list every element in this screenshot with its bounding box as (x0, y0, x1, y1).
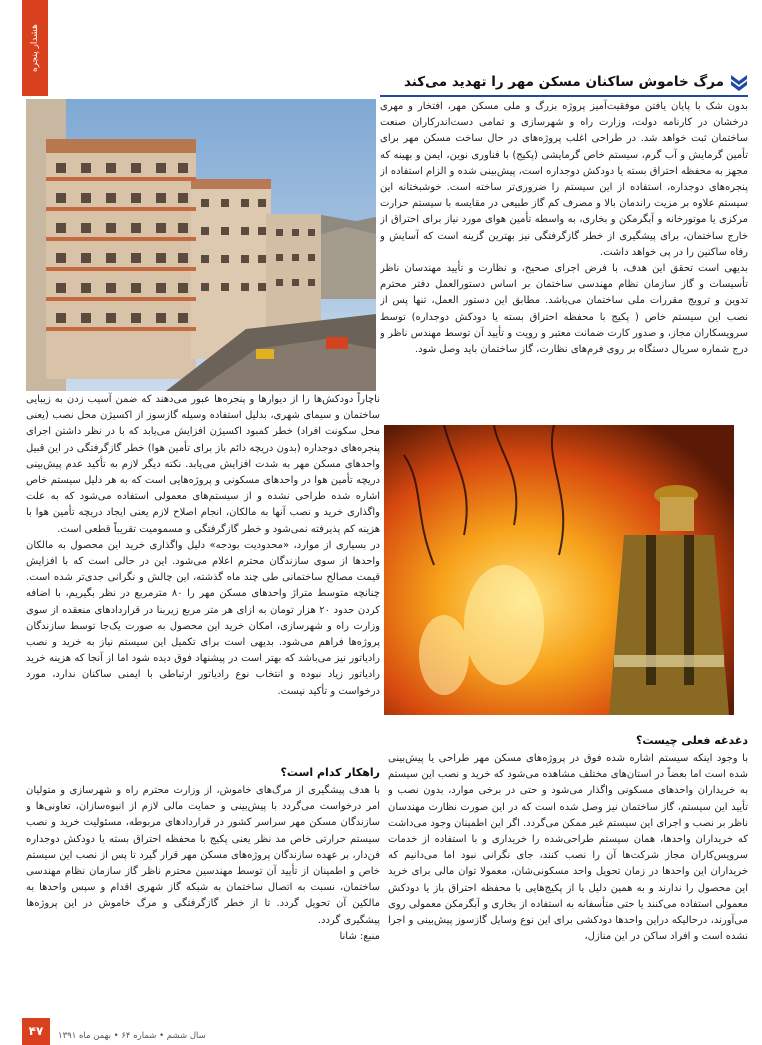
apartment-buildings-photo (26, 99, 376, 391)
headline-text: مرگ خاموش ساکنان مسکن مهر را تهدید می‌کند (403, 74, 724, 90)
intro-paragraph-2: بدیهی است تحقق این هدف، با فرض اجرای صحیح، و نظارت و تأیید مهندسان ناظر تأسیسات و گاز سازمان نظام مهندسی ساختمان بر اساس دستورالعمل دفتر محترم تدوین و ترویج مقررات ملی ساختمان می‌باشد. مطابق این دستور العمل، تنها پس از نصب این سیستم خاص ( پکیج با محفظه احتراق بسته یا دودکش دوجداره) توسط سرویسکاران مجاز، و صدور کارت ضمانت معتبر و رویت و تأیید آن توسط مهندس ناظر و درج شماره سریال دستگاه بر روی فرم‌های نظارت، گاز ساختمان باید وصل شود. (380, 263, 748, 356)
intro-paragraph-1: بدون شک با پایان یافتن موفقیت‌آمیز پروژه بزرگ و ملی مسکن مهر، افتخار و مهری درخشان در کارنامه دولت، وزارت راه و شهرسازی و تمامی دست‌اندرکاران صنعت ساختمان ثبت خواهد شد. در طراحی اغلب پروژه‌های در حال ساخت مسکن مهر برای تأمین گرمایش و آب گرم، سیستم خاص گرمایشی (پکیج) با فناوری نوین، ایمن و بهینه که مجهز به محفظه احتراق بسته یا دودکش دوجداره است، پیش‌بینی شده و الزام استفاده از پنجره‌های دوجداره، استفاده از این سیستم را ضروری‌تر ساخته است. خوشبختانه این سیستم علاوه بر مزیت راندمان بالا و مصرف کم گاز طبیعی در مقایسه با سیستم حرارت مرکزی یا موتورخانه و آبگرمکن و بخاری، به واسطه تأمین هوای مورد نیاز برای احتراق از خارج ساختمان، برای پیشگیری از خطر گازگرفتگی نیز بهترین گزینه است که آسایش و رفاه ساکنین را در پی خواهد داشت. (380, 101, 748, 258)
section-tab (22, 0, 48, 96)
article-headline (368, 70, 748, 94)
section-tab-label: هشدار پنجره (30, 24, 40, 72)
continuation-paragraph-1: ناچاراً دودکش‌ها را از دیوارها و پنجره‌ها عبور می‌دهند که ضمن آسیب زدن به زیبایی ساختمان و سیمای شهری، بدلیل استفاده وسیله گازسوز از اکسیژن محل نصب (یعنی محل سکونت افراد) خطر کمبود اکسیژن افزایش می‌یابد که با در نظر داشتن اجرای پنجره‌های دوجداره (بدون دریچه دائم باز برای تأمین هوا) خطر گازگرفتگی در این قبیل واحدهای مسکن مهر به شدت افزایش می‌یابد. نکته دیگر لازم به تأکید عدم پیش‌بینی دریچه تأمین هوا در واحدهای مسکونی و پروژه‌هایی است که به هر دلیل سیستم خاص اشاره شده طراحی نشده و از سیستم‌های معمولی استفاده می‌شود که به علت واگذاری خرید و نصب آنها به مالکان، انجام اصلاح لازم یعنی ایجاد دریچه تأمین هوا با هزینه کم پذیرفته نمی‌شود و خطر گازگرفتگی و مسمومیت تقریباً قطعی است. (26, 394, 380, 535)
solution-section (26, 765, 380, 960)
issue-info: سال ششم • شماره ۶۴ • بهمن ماه ۱۳۹۱ (58, 1031, 206, 1041)
chevron-down-icon (730, 73, 748, 91)
current-concern-section (388, 733, 748, 997)
current-concern-paragraph: با وجود اینکه سیستم اشاره شده فوق در پروژه‌های مسکن مهر طراحی یا پیش‌بینی شده است اما بعضاً در استان‌های مختلف مشاهده می‌شود که خرید و نصب این سیستم به خریداران واحدهای مسکونی واگذار می‌شود و حتی در برخی موارد، بدون نصب و تأیید این سیستم، گاز ساختمان نیز وصل شده است که در این صورت نظارت مهندسان ناظر بر نصب و اجرای این سیستم غیر ممکن می‌گردد. اگر این اطمینان وجود می‌داشت که خریداران واحدها، همان سیستم طراحی‌شده را خریداری و با استفاده از خدمات سرویس‌کاران مجاز شرکت‌ها آن را نصب کنند، جای نگرانی نبود اما می‌دانیم که خریداران این واحدها در زمان تحویل واحد مسکونی‌شان، معمولا توان مالی برای خرید این محصول را ندارند و به همین دلیل یا از پکیج‌هایی با محفظه احتراق باز یا دودکش معمولی استفاده می‌کنند یا حتی متأسفانه به استفاده از بخاری و آبگرمکن معمولی روی می‌آورند، درحالیکه دراین واحدها دودکشی برای این نوع وسایل گازسوز پیش‌بینی و اجرا نشده است و افراد ساکن در این منازل، (388, 753, 748, 943)
page-number: ۴۷ (22, 1018, 50, 1045)
intro-text-column (380, 99, 748, 419)
continuation-paragraph-2: در بسیاری از موارد، «محدودیت بودجه» دلیل واگذاری خرید این محصول به مالکان واحدها از سوی سازندگان محترم اعلام می‌شود. این در حالی است که با افزایش قیمت مصالح ساختمانی طی چند ماه گذشته، این چالش و نگرانی جدی‌تر شده است. چنانچه متوسط متراژ واحدهای مسکن مهر را ۸۰ مترمربع در نظر بگیریم، با اضافه کردن حدود ۲۰ هزار تومان به ازای هر متر مربع زیربنا در قراردادهای منعقده از سوی وزارت راه و شهرسازی، امکان خرید این محصول به صورت یک‌جا توسط سازندگان پروژه‌ها فراهم می‌شود. بدیهی است برای تکمیل این سیستم نیاز به خرید و نصب رادیاتور نیز می‌باشد که بهتر است در پیشنهاد فوق دیده شود اما از آنجا که هزینه خرید رادیاتور زیاد نبوده و انتخاب نوع رادیاتور ارتباطی با ایمنی ساکنان ندارد، مورد درخواست و تأکید نیست. (26, 539, 380, 697)
continuation-text-column (26, 392, 380, 752)
headline-rule (380, 95, 748, 97)
solution-paragraph: با هدف پیشگیری از مرگ‌های خاموش، از وزارت محترم راه و شهرسازی و متولیان امر درخواست می‌گردد با پیش‌بینی و حمایت مالی لازم از انبوه‌سازان، تعاونی‌ها و سازندگان مسکن مهر سراسر کشور در قراردادهای مربوطه، مسئولیت خرید و نصب سیستم حرارتی خاص مد نظر یعنی پکیج با محفظه احتراق بسته یا دودکش دوجداره فن‌دار، بر عهده سازندگان پروژه‌های مسکن مهر قرار گیرد تا پس از نصب این سیستم خاص و اطمینان از تأیید آن توسط مهندسین محترم ناظر گاز سازمان نظام مهندسی ساختمان، نسبت به اتصال ساختمان به شبکه گاز شهری اقدام و سپس واحدها به مالکین آن تحویل گردد. تا از خطر گازگرفتگی و مرگ خاموش در این پروژه‌ها پیشگیری گردد. (26, 785, 380, 926)
solution-heading: راهکار کدام است؟ (280, 766, 380, 779)
current-concern-heading: دغدغه فعلی چیست؟ (635, 734, 748, 747)
firefighter-fire-photo (384, 425, 734, 715)
source-credit: منبع: شانا (339, 930, 380, 942)
